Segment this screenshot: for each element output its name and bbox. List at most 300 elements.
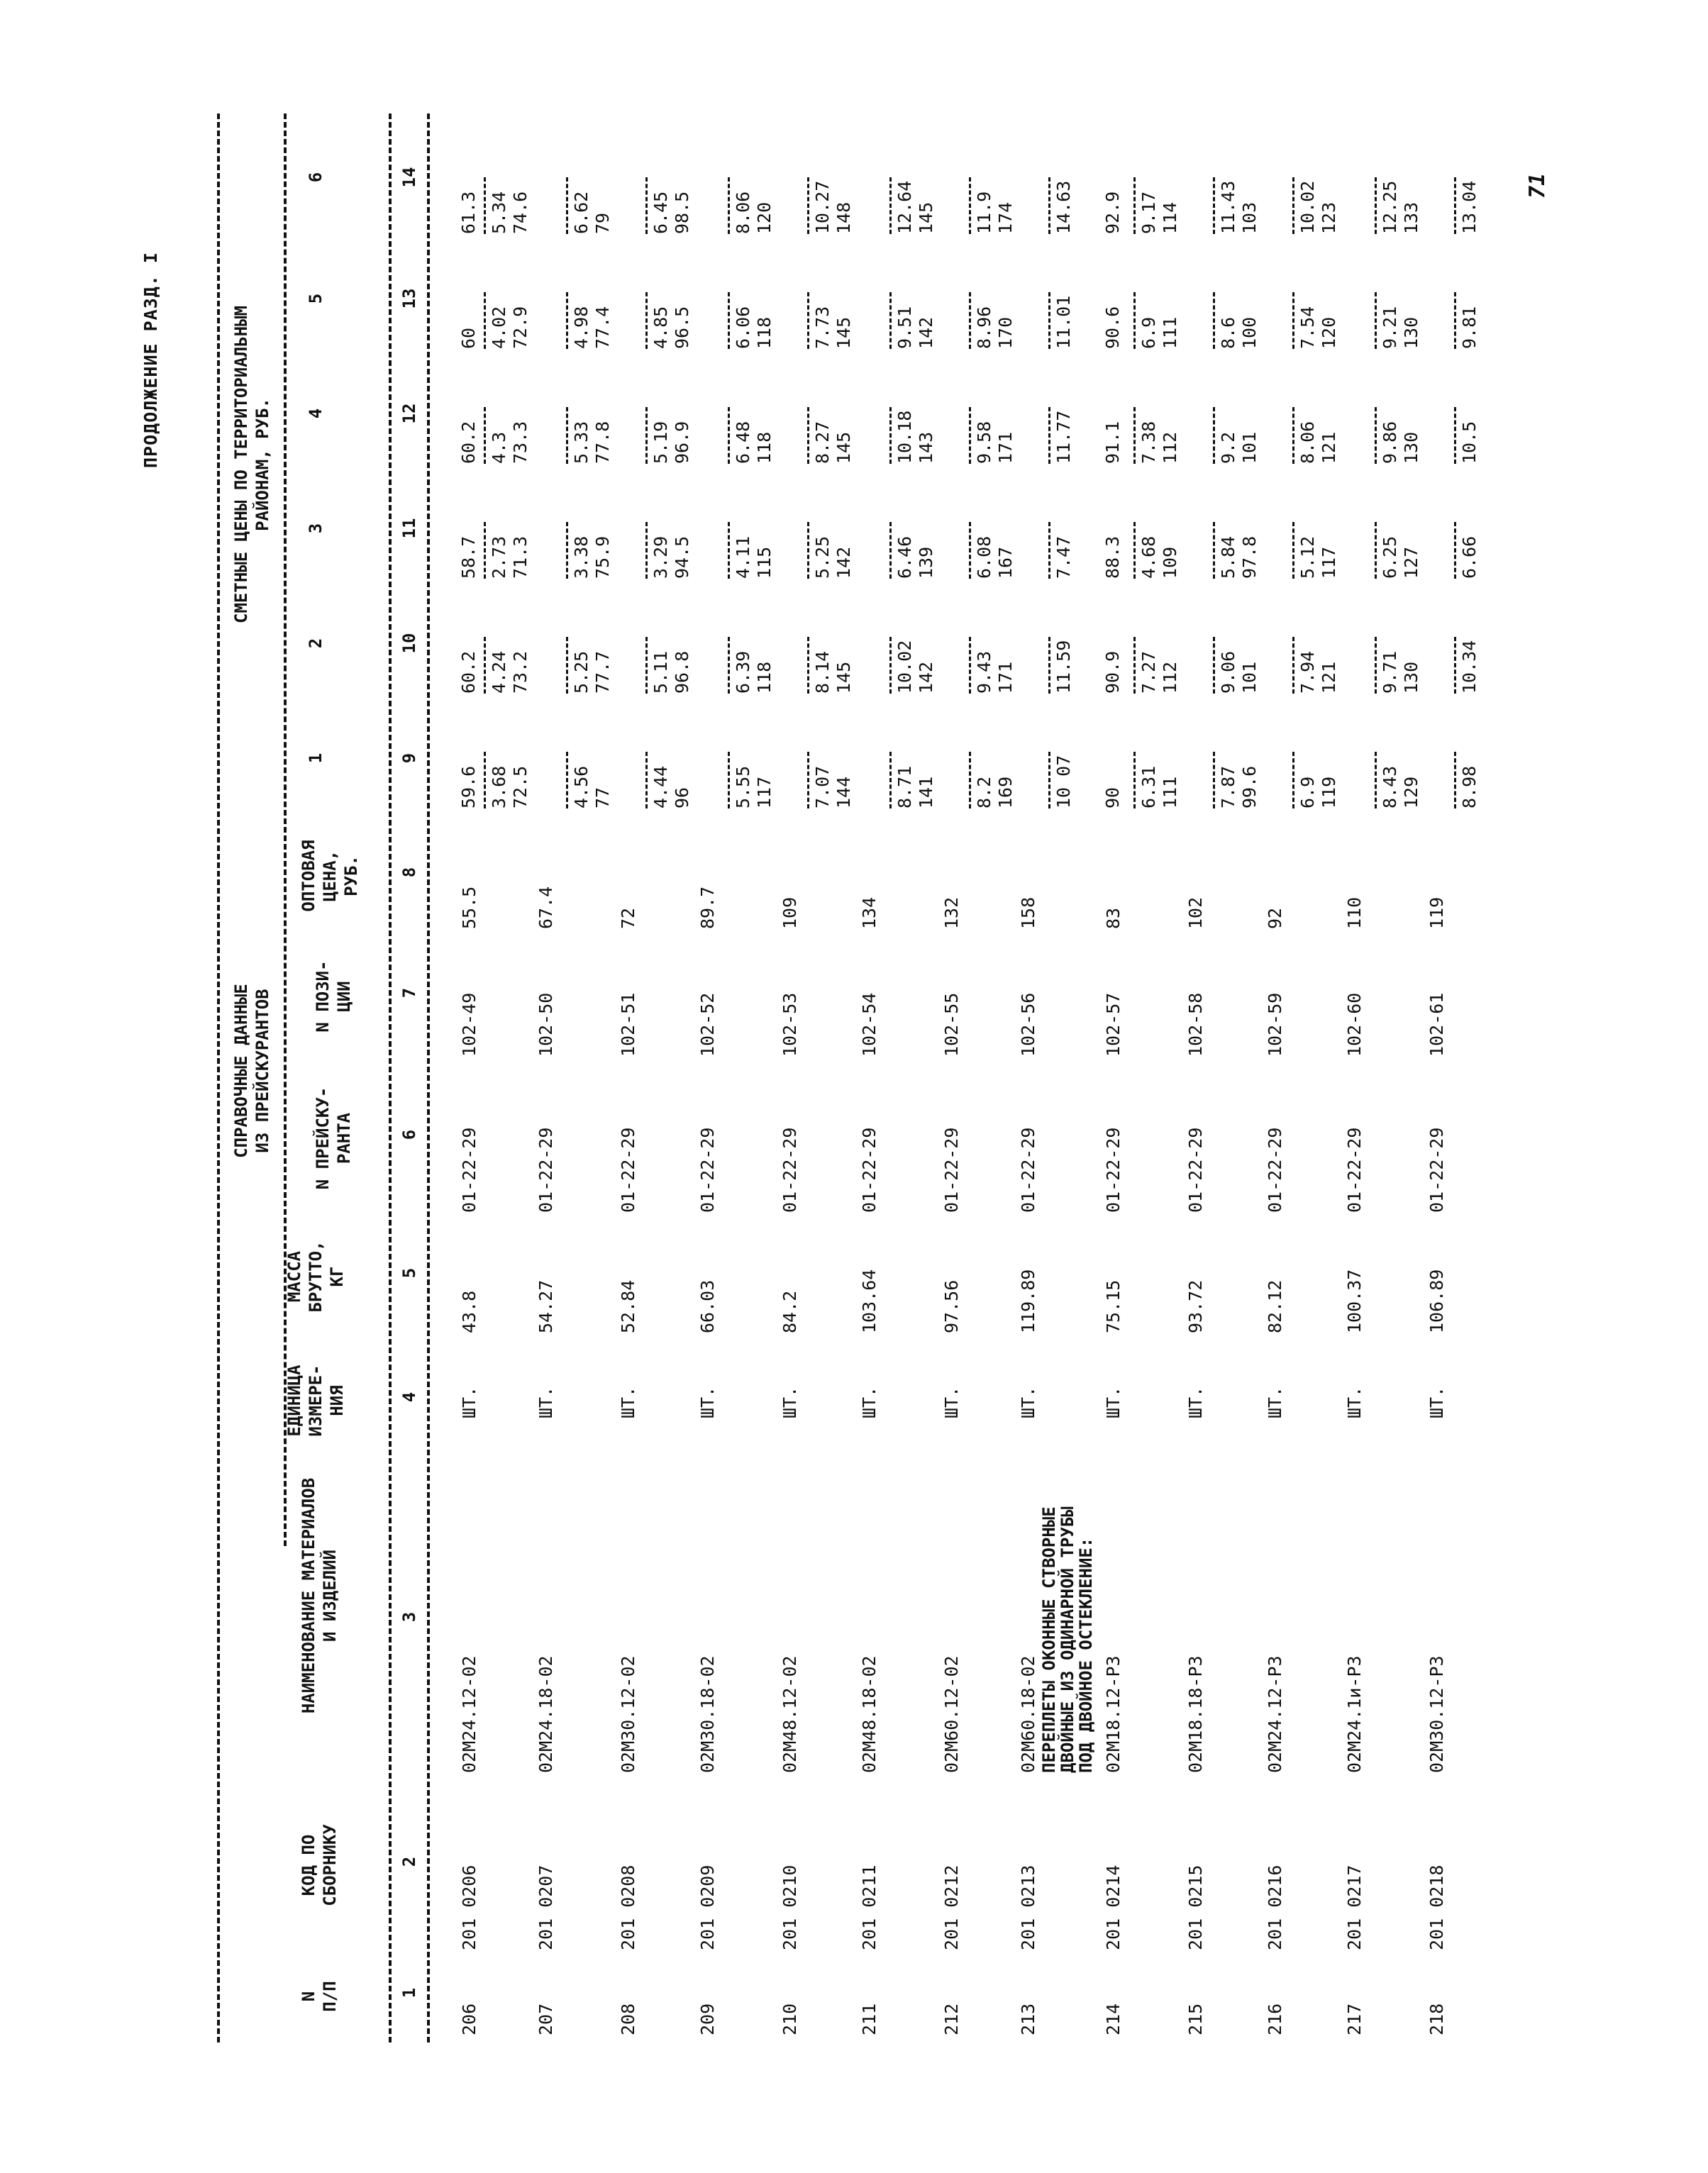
fraction-rule: [1292, 522, 1294, 579]
district-price-1: [644, 752, 693, 808]
transport-value: 14.63: [1053, 180, 1074, 234]
fraction-rule: [645, 752, 648, 808]
column-number-2: 2: [399, 1856, 419, 1867]
transport-value: 11.43: [1218, 180, 1238, 234]
fraction-rule: [1454, 407, 1456, 464]
cell-pricelist: 01-22-29: [618, 1127, 638, 1213]
transport-value: 6.9: [1138, 316, 1159, 349]
fraction-rule: [969, 177, 971, 234]
cell-unit: ШТ.: [1344, 1386, 1365, 1418]
transport-value: 10.27: [812, 180, 833, 234]
cell-unit: ШТ.: [459, 1386, 479, 1418]
cell-mass: 97.56: [941, 1279, 962, 1333]
district-price-2: [1453, 637, 1480, 694]
fraction-rule: [645, 522, 648, 579]
transport-value: 6.31: [1138, 765, 1159, 808]
column-number-14: 14: [399, 167, 419, 188]
cell-n: 216: [1265, 2003, 1285, 2035]
cell-code: 201 0218: [1426, 1864, 1447, 1950]
header-col5: МАССА БРУТТО, КГ: [284, 1240, 347, 1313]
fraction-rule: [1133, 637, 1136, 694]
cell-n: 207: [536, 2003, 556, 2035]
fraction-rule: [1048, 407, 1050, 464]
fraction-rule: [1213, 522, 1215, 579]
fraction-rule: [1375, 522, 1377, 579]
transport-value: 5.25: [571, 650, 592, 694]
cell-mass: 66.03: [697, 1279, 718, 1333]
cell-wholesale: 102: [1185, 896, 1206, 929]
page-caption: ПРОДОЛЖЕНИЕ РАЗД. I: [140, 252, 161, 468]
cell-n: 218: [1426, 2003, 1447, 2035]
district-price-5: [726, 292, 775, 349]
cell-name: 02M24.12-02: [459, 1655, 479, 1773]
cell-code: 201 0208: [618, 1864, 638, 1950]
transport-value: 8.2: [974, 776, 994, 808]
total-value: 77: [592, 787, 613, 808]
fraction-rule: [1133, 407, 1136, 464]
cell-mass: 54.27: [536, 1279, 556, 1333]
district-price-5: [1453, 292, 1480, 349]
district-price-4: [565, 407, 614, 464]
transport-value: 9.43: [974, 650, 994, 694]
district-price-6: [644, 177, 693, 234]
cell-mass: 119.89: [1018, 1269, 1038, 1333]
district-price-3: [1211, 522, 1260, 579]
transport-value: 8.27: [812, 421, 833, 464]
total-value: 117: [1319, 546, 1339, 579]
cell-name: 02M60.12-02: [941, 1655, 962, 1773]
district-price-6: [1291, 177, 1340, 234]
transport-value: 4.24: [489, 650, 509, 694]
district-price-4: [1453, 407, 1480, 464]
district-price-4: [482, 407, 531, 464]
column-number-4: 4: [399, 1391, 419, 1403]
fraction-rule: [1048, 292, 1050, 349]
transport-value: 3.38: [571, 535, 592, 579]
district-price-3: [1102, 536, 1124, 579]
fraction-rule: [566, 177, 568, 234]
transport-value: 6.25: [1380, 535, 1400, 579]
total-value: 121: [1319, 661, 1339, 694]
cell-wholesale: 110: [1344, 896, 1365, 929]
total-value: 121: [1319, 431, 1339, 464]
district-price-2: [888, 637, 937, 694]
district-price-4: [806, 407, 855, 464]
total-value: 101: [1239, 431, 1260, 464]
cell-name: 02M18.18-P3: [1185, 1655, 1206, 1773]
district-price-4: [967, 407, 1016, 464]
cell-wholesale: 132: [941, 896, 962, 929]
total-value: 75.9: [592, 535, 613, 579]
transport-value: 10.18: [894, 410, 915, 464]
district-price-1: [565, 752, 614, 808]
fraction-rule: [728, 177, 730, 234]
total-value: 98.5: [672, 191, 692, 234]
cell-pricelist: 01-22-29: [941, 1127, 962, 1213]
transport-value: 6.66: [1459, 535, 1480, 579]
fraction-rule: [1133, 522, 1136, 579]
fraction-rule: [1375, 752, 1377, 808]
transport-value: 8.98: [1459, 765, 1480, 808]
district-price-1: [1102, 787, 1124, 808]
fraction-rule: [889, 752, 892, 808]
cell-wholesale: 72: [618, 907, 638, 929]
price-value: 88.3: [1102, 535, 1123, 579]
fraction-rule: [1213, 407, 1215, 464]
transport-value: 9.17: [1138, 191, 1159, 234]
fraction-rule: [889, 177, 892, 234]
header-col1: N П/П: [299, 1981, 340, 2012]
total-value: 109: [1160, 546, 1180, 579]
transport-value: 6.48: [733, 421, 753, 464]
page-number: 71: [1525, 172, 1550, 199]
fraction-rule: [889, 407, 892, 464]
cell-unit: ШТ.: [859, 1386, 880, 1418]
total-value: 142: [833, 546, 854, 579]
column-number-12: 12: [399, 403, 419, 424]
fraction-rule: [484, 177, 486, 234]
transport-value: 4.11: [733, 535, 753, 579]
fraction-rule: [969, 522, 971, 579]
column-number-11: 11: [399, 518, 419, 539]
total-value: 111: [1160, 776, 1180, 808]
district-price-1: [967, 752, 1016, 808]
column-number-1: 1: [399, 1987, 419, 1999]
transport-value: 7.54: [1297, 306, 1318, 349]
column-number-13: 13: [399, 288, 419, 309]
district-price-4: [1373, 407, 1422, 464]
fraction-rule: [484, 292, 486, 349]
district-price-6: [1373, 177, 1422, 234]
transport-value: 7.87: [1218, 765, 1238, 808]
district-price-5: [565, 292, 614, 349]
rotated-document-sheet: [50, 113, 1582, 2043]
cell-name: 02M48.18-02: [859, 1655, 880, 1773]
cell-code: 201 0210: [780, 1864, 800, 1950]
fraction-rule: [1375, 292, 1377, 349]
cell-pricelist: 01-22-29: [1344, 1127, 1365, 1213]
cell-n: 210: [780, 2003, 800, 2035]
total-value: 169: [995, 776, 1016, 808]
district-price-1: [1373, 752, 1422, 808]
fraction-rule: [1292, 407, 1294, 464]
district-price-5: [1211, 292, 1260, 349]
transport-value: 7.73: [812, 306, 833, 349]
transport-value: 5.12: [1297, 535, 1318, 579]
transport-value: 8.71: [894, 765, 915, 808]
total-value: 142: [916, 661, 936, 694]
district-price-1: [1453, 752, 1480, 808]
fraction-rule: [1048, 177, 1050, 234]
total-value: 96.5: [672, 306, 692, 349]
total-value: 72.9: [510, 306, 531, 349]
transport-value: 5.11: [650, 650, 671, 694]
total-value: 103: [1239, 201, 1260, 234]
total-value: 148: [833, 201, 854, 234]
cell-code: 201 0214: [1103, 1864, 1124, 1950]
cell-pos: 102-49: [459, 992, 479, 1057]
header-rule: [389, 113, 392, 2043]
total-value: 73.3: [510, 421, 531, 464]
district-price-3: [1453, 522, 1480, 579]
district-price-1: [1291, 752, 1340, 808]
total-value: 144: [833, 776, 854, 808]
transport-value: 4.44: [650, 765, 671, 808]
cell-unit: ШТ.: [1265, 1386, 1285, 1418]
transport-value: 5.25: [812, 535, 833, 579]
total-value: 77.4: [592, 306, 613, 349]
cell-pos: 102-53: [780, 992, 800, 1057]
price-value: 60.2: [458, 421, 479, 464]
fraction-rule: [1292, 177, 1294, 234]
cell-code: 201 0212: [941, 1864, 962, 1950]
table-top-rule: [217, 113, 220, 2043]
fraction-rule: [1213, 637, 1215, 694]
district-price-4: [888, 407, 937, 464]
cell-pricelist: 01-22-29: [1426, 1127, 1447, 1213]
fraction-rule: [807, 522, 809, 579]
cell-name: 02M18.12-P3: [1103, 1655, 1124, 1773]
total-value: 74.6: [510, 191, 531, 234]
total-value: 73.2: [510, 650, 531, 694]
transport-value: 8.96: [974, 306, 994, 349]
fraction-rule: [969, 292, 971, 349]
cell-name: 02M30.12-P3: [1426, 1655, 1447, 1773]
district-price-5: [458, 328, 479, 349]
total-value: 145: [833, 431, 854, 464]
column-number-3: 3: [399, 1611, 419, 1623]
fraction-rule: [1048, 752, 1050, 808]
transport-value: 7.47: [1053, 535, 1074, 579]
transport-value: 7.38: [1138, 421, 1159, 464]
numbers-rule: [427, 113, 430, 2043]
transport-value: 10.5: [1459, 421, 1480, 464]
district-price-3: [644, 522, 693, 579]
transport-value: 4.85: [650, 306, 671, 349]
district-price-3: [1373, 522, 1422, 579]
cell-wholesale: 92: [1265, 907, 1285, 929]
price-value: 60: [458, 327, 479, 349]
fraction-rule: [1375, 177, 1377, 234]
district-header-5: 5: [306, 293, 326, 304]
cell-name: 02M24.12-P3: [1265, 1655, 1285, 1773]
district-price-4: [726, 407, 775, 464]
total-value: 97.8: [1239, 535, 1260, 579]
fraction-rule: [1133, 752, 1136, 808]
cell-code: 201 0207: [536, 1864, 556, 1950]
transport-value: 6.39: [733, 650, 753, 694]
header-group-ref: СПРАВОЧНЫЕ ДАННЫЕ ИЗ ПРЕЙСКУРАНТОВ: [231, 984, 272, 1158]
district-price-5: [1102, 306, 1124, 349]
cell-pos: 102-59: [1265, 992, 1285, 1057]
transport-value: 10.34: [1459, 640, 1480, 694]
cell-pricelist: 01-22-29: [459, 1127, 479, 1213]
district-price-2: [1047, 637, 1075, 694]
transport-value: 9.71: [1380, 650, 1400, 694]
district-price-1: [726, 752, 775, 808]
cell-code: 201 0216: [1265, 1864, 1285, 1950]
cell-n: 206: [459, 2003, 479, 2035]
cell-pos: 102-61: [1426, 992, 1447, 1057]
total-value: 118: [754, 661, 775, 694]
fraction-rule: [807, 292, 809, 349]
district-price-6: [888, 177, 937, 234]
total-value: 143: [916, 431, 936, 464]
district-price-6: [967, 177, 1016, 234]
cell-unit: ШТ.: [941, 1386, 962, 1418]
cell-mass: 75.15: [1103, 1279, 1124, 1333]
fraction-rule: [1454, 522, 1456, 579]
cell-pricelist: 01-22-29: [1018, 1127, 1038, 1213]
district-price-4: [644, 407, 693, 464]
fraction-rule: [645, 292, 648, 349]
cell-pricelist: 01-22-29: [780, 1127, 800, 1213]
fraction-rule: [566, 407, 568, 464]
total-value: 170: [995, 316, 1016, 349]
cell-unit: ШТ.: [536, 1386, 556, 1418]
cell-wholesale: 158: [1018, 896, 1038, 929]
transport-value: 4.98: [571, 306, 592, 349]
transport-value: 12.64: [894, 180, 915, 234]
transport-value: 7.94: [1297, 650, 1318, 694]
total-value: 79: [592, 212, 613, 234]
cell-code: 201 0213: [1018, 1864, 1038, 1950]
transport-value: 9.58: [974, 421, 994, 464]
cell-pricelist: 01-22-29: [1103, 1127, 1124, 1213]
district-price-2: [1291, 637, 1340, 694]
transport-value: 9.51: [894, 306, 915, 349]
district-price-2: [458, 651, 479, 694]
transport-value: 7.07: [812, 765, 833, 808]
fraction-rule: [1133, 292, 1136, 349]
fraction-rule: [807, 177, 809, 234]
district-price-3: [888, 522, 937, 579]
transport-value: 9.81: [1459, 306, 1480, 349]
district-price-6: [1211, 177, 1260, 234]
district-price-2: [1211, 637, 1260, 694]
fraction-rule: [645, 407, 648, 464]
cell-n: 208: [618, 2003, 638, 2035]
total-value: 171: [995, 661, 1016, 694]
price-value: 90.9: [1102, 650, 1123, 694]
cell-n: 217: [1344, 2003, 1365, 2035]
transport-value: 4.68: [1138, 535, 1159, 579]
cell-n: 209: [697, 2003, 718, 2035]
district-price-4: [458, 421, 479, 464]
district-price-2: [565, 637, 614, 694]
transport-value: 12.25: [1380, 180, 1400, 234]
district-price-4: [1291, 407, 1340, 464]
transport-value: 8.06: [733, 191, 753, 234]
column-number-9: 9: [399, 752, 419, 764]
total-value: 171: [995, 431, 1016, 464]
district-price-2: [967, 637, 1016, 694]
cell-wholesale: 134: [859, 896, 880, 929]
district-price-6: [806, 177, 855, 234]
transport-value: 9.06: [1218, 650, 1238, 694]
cell-pos: 102-51: [618, 992, 638, 1057]
transport-value: 2.73: [489, 535, 509, 579]
district-price-4: [1102, 421, 1124, 464]
total-value: 71.3: [510, 535, 531, 579]
cell-pos: 102-55: [941, 992, 962, 1057]
fraction-rule: [969, 637, 971, 694]
district-price-3: [967, 522, 1016, 579]
district-price-1: [1047, 752, 1075, 808]
cell-unit: ШТ.: [618, 1386, 638, 1418]
fraction-rule: [566, 292, 568, 349]
fraction-rule: [807, 407, 809, 464]
transport-value: 5.33: [571, 421, 592, 464]
fraction-rule: [1292, 752, 1294, 808]
fraction-rule: [566, 522, 568, 579]
fraction-rule: [645, 177, 648, 234]
cell-wholesale: 55.5: [459, 886, 479, 929]
transport-value: 6.45: [650, 191, 671, 234]
total-value: 77.7: [592, 650, 613, 694]
cell-pricelist: 01-22-29: [1265, 1127, 1285, 1213]
cell-mass: 82.12: [1265, 1279, 1285, 1333]
column-number-8: 8: [399, 867, 419, 878]
total-value: 129: [1401, 776, 1421, 808]
district-price-6: [1102, 191, 1124, 234]
total-value: 120: [754, 201, 775, 234]
cell-wholesale: 119: [1426, 896, 1447, 929]
cell-wholesale: 89.7: [697, 886, 718, 929]
fraction-rule: [728, 752, 730, 808]
total-value: 118: [754, 316, 775, 349]
district-price-2: [1132, 637, 1181, 694]
fraction-rule: [1454, 637, 1456, 694]
transport-value: 9.86: [1380, 421, 1400, 464]
fraction-rule: [1454, 177, 1456, 234]
transport-value: 11.9: [974, 191, 994, 234]
total-value: 133: [1401, 201, 1421, 234]
column-number-6: 6: [399, 1129, 419, 1140]
transport-value: 6.06: [733, 306, 753, 349]
cell-name: 02M48.12-02: [780, 1655, 800, 1773]
transport-value: 5.84: [1218, 535, 1238, 579]
cell-n: 212: [941, 2003, 962, 2035]
district-price-1: [458, 766, 479, 808]
price-value: 61.3: [458, 191, 479, 234]
district-price-5: [888, 292, 937, 349]
cell-wholesale: 83: [1103, 907, 1124, 929]
total-value: 112: [1160, 431, 1180, 464]
cell-name: 02M30.18-02: [697, 1655, 718, 1773]
district-price-1: [888, 752, 937, 808]
transport-value: 6.9: [1297, 776, 1318, 808]
district-price-5: [644, 292, 693, 349]
cell-code: 201 0217: [1344, 1864, 1365, 1950]
cell-wholesale: 67.4: [536, 886, 556, 929]
fraction-rule: [1454, 292, 1456, 349]
transport-value: 8.6: [1218, 316, 1238, 349]
total-value: 130: [1401, 431, 1421, 464]
cell-pos: 102-52: [697, 992, 718, 1057]
cell-mass: 106.89: [1426, 1269, 1447, 1333]
transport-value: 9.21: [1380, 306, 1400, 349]
fraction-rule: [889, 522, 892, 579]
transport-value: 10.02: [894, 640, 915, 694]
cell-code: 201 0215: [1185, 1864, 1206, 1950]
cell-unit: ШТ.: [780, 1386, 800, 1418]
fraction-rule: [728, 407, 730, 464]
total-value: 94.5: [672, 535, 692, 579]
total-value: 101: [1239, 661, 1260, 694]
transport-value: 8.06: [1297, 421, 1318, 464]
district-price-5: [1132, 292, 1181, 349]
